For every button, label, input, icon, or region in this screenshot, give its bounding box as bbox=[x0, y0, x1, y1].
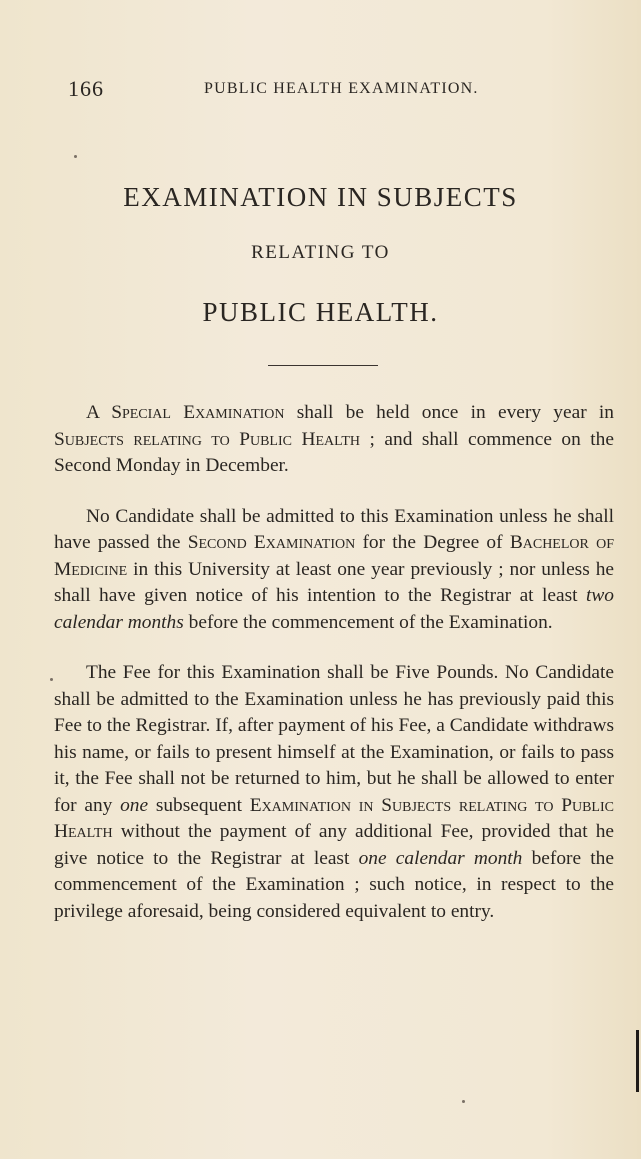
section-title-line-2: RELATING TO bbox=[251, 242, 390, 263]
italic-run: one calendar month bbox=[358, 847, 523, 869]
small-caps-run: Examination in Subjects relating to Public Health bbox=[54, 794, 614, 842]
paper-speck bbox=[74, 155, 77, 158]
text-run: without the payment of any additional Fee, provided that he give notice to the Registrar at least bbox=[54, 821, 614, 869]
text-run: The Fee for this Examination shall be Five Pounds. No Candidate shall be admitted to the Examination unless he has previously paid this Fee to the Registrar. If, after payment of his Fee, a Candidate withdraws his name, or fails to present himself at the Examination, or fails to pass it, the Fee shall not be returned to him, but he shall be allowed to enter for any bbox=[54, 662, 614, 816]
small-caps-run: Bachelor of Medicine bbox=[54, 532, 614, 580]
text-run: No Candidate shall be admitted to this Examination unless he shall have passed the bbox=[54, 505, 614, 553]
body-text bbox=[54, 400, 614, 949]
page-number: 166 bbox=[68, 76, 104, 101]
text-run: A bbox=[86, 402, 112, 423]
small-caps-run: Second Examination bbox=[187, 532, 356, 553]
small-caps-run: Special Examination bbox=[111, 402, 285, 423]
text-run: before the commencement of the Examination. bbox=[183, 611, 553, 633]
section-title-line-3: PUBLIC HEALTH. bbox=[202, 297, 439, 327]
text-run: before the commencement of the Examination ; such notice, in respect to the privilege aforesaid, being considered equivalent to entry. bbox=[54, 847, 614, 922]
paragraph-2 bbox=[54, 504, 614, 637]
text-run: shall be held once in every year in bbox=[284, 402, 614, 423]
text-run: for the Degree of bbox=[355, 532, 510, 553]
small-caps-run: Subjects relating to Public Health bbox=[54, 428, 361, 450]
page-edge-mark bbox=[636, 1030, 639, 1092]
text-run: in this University at least one year previously ; nor unless he shall have given notice of his intention to the Registrar at least bbox=[54, 558, 614, 606]
section-title-line-1: EXAMINATION IN SUBJECTS bbox=[123, 182, 518, 212]
paragraph-1 bbox=[54, 400, 614, 480]
running-title: PUBLIC HEALTH EXAMINATION. bbox=[204, 80, 479, 97]
running-head bbox=[68, 76, 588, 106]
paragraph-3 bbox=[54, 660, 614, 925]
text-run: ; and shall commence on the Second Monday in December. bbox=[54, 428, 614, 476]
italic-run: two calendar months bbox=[54, 585, 614, 633]
italic-run: one bbox=[120, 794, 149, 816]
divider-rule bbox=[268, 365, 378, 366]
paper-speck bbox=[462, 1100, 465, 1103]
text-run: subsequent bbox=[148, 794, 250, 816]
paper-speck bbox=[50, 678, 53, 681]
